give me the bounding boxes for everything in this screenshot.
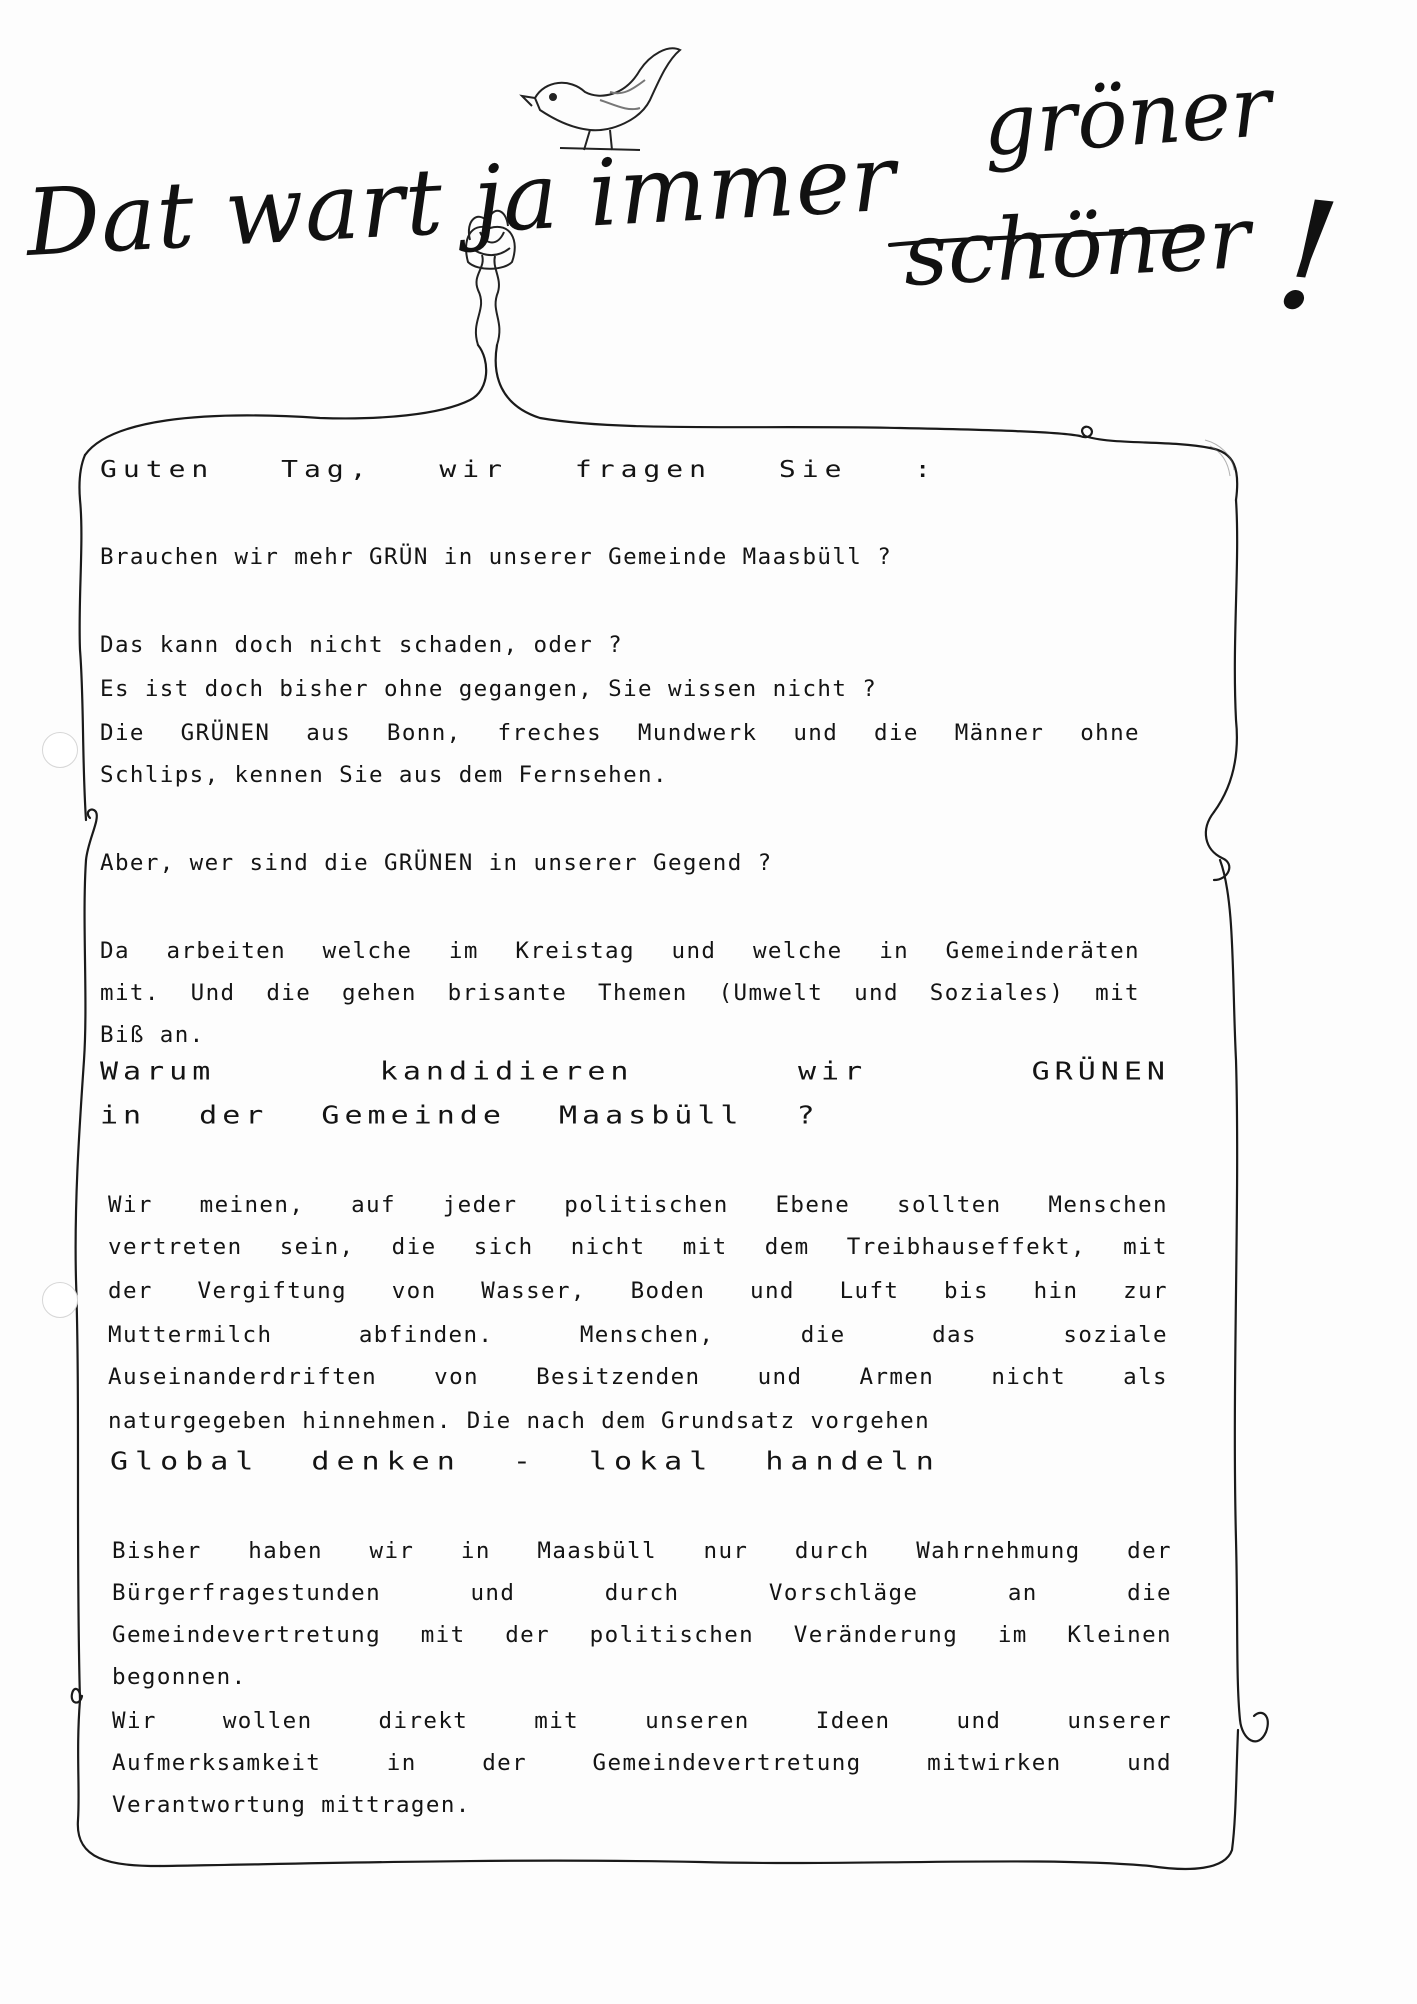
body2-line2: vertreten sein, die sich nicht mit dem Treibhauseffekt, mit bbox=[108, 1234, 1168, 1260]
paragraph3-line3: Biß an. bbox=[100, 1022, 205, 1048]
body3-line2: Bürgerfragestunden und durch Vorschläge an die bbox=[112, 1580, 1172, 1606]
paragraph1-line3: Die GRÜNEN aus Bonn, freches Mundwerk und die Männer ohne bbox=[100, 720, 1140, 746]
body3-line1: Bisher haben wir in Maasbüll nur durch Wahrnehmung der bbox=[112, 1538, 1172, 1564]
struck-word: schöner bbox=[900, 187, 1253, 306]
body3-line6: Aufmerksamkeit in der Gemeindevertretung mitwirken und bbox=[112, 1750, 1172, 1776]
paragraph2-line: Aber, wer sind die GRÜNEN in unserer Gegend ? bbox=[100, 850, 773, 876]
body2-line4: Muttermilch abfinden. Menschen, die das soziale bbox=[108, 1322, 1168, 1348]
heading2-line1: Warum kandidieren wir GRÜNEN bbox=[100, 1057, 1170, 1087]
bird-drawing bbox=[522, 48, 680, 150]
punch-hole-bottom bbox=[42, 1282, 78, 1318]
paragraph1-line2: Es ist doch bisher ohne gegangen, Sie wissen nicht ? bbox=[100, 676, 878, 702]
body2-line1: Wir meinen, auf jeder politischen Ebene sollten Menschen bbox=[108, 1192, 1168, 1218]
handwritten-header bbox=[0, 0, 1417, 440]
body2-line5: Auseinanderdriften von Besitzenden und Armen nicht als bbox=[108, 1364, 1168, 1390]
heading2-line2: in der Gemeinde Maasbüll ? bbox=[100, 1101, 820, 1131]
body3-line4: begonnen. bbox=[112, 1664, 247, 1690]
exclamation-mark: ! bbox=[1268, 167, 1347, 348]
body2-line3: der Vergiftung von Wasser, Boden und Luft bis hin zur bbox=[108, 1278, 1168, 1304]
punch-hole-top bbox=[42, 732, 78, 768]
paragraph1-line1: Das kann doch nicht schaden, oder ? bbox=[100, 632, 624, 658]
question-line: Brauchen wir mehr GRÜN in unserer Gemeinde Maasbüll ? bbox=[100, 544, 893, 570]
slogan-line: Global denken - lokal handeln bbox=[110, 1447, 941, 1477]
greeting-heading: Guten Tag, wir fragen Sie : bbox=[100, 455, 938, 483]
handwritten-title: Dat wart ja immer bbox=[23, 124, 899, 277]
paragraph1-line4: Schlips, kennen Sie aus dem Fernsehen. bbox=[100, 762, 668, 788]
correction-word: gröner bbox=[979, 57, 1275, 175]
body3-line7: Verantwortung mittragen. bbox=[112, 1792, 471, 1818]
paragraph3-line1: Da arbeiten welche im Kreistag und welche in Gemeinderäten bbox=[100, 938, 1140, 964]
body3-line3: Gemeindevertretung mit der politischen Veränderung im Kleinen bbox=[112, 1622, 1172, 1648]
body3-line5: Wir wollen direkt mit unseren Ideen und unserer bbox=[112, 1708, 1172, 1734]
paragraph3-line2: mit. Und die gehen brisante Themen (Umwelt und Soziales) mit bbox=[100, 980, 1140, 1006]
body2-line6: naturgegeben hinnehmen. Die nach dem Grundsatz vorgehen bbox=[108, 1408, 931, 1434]
